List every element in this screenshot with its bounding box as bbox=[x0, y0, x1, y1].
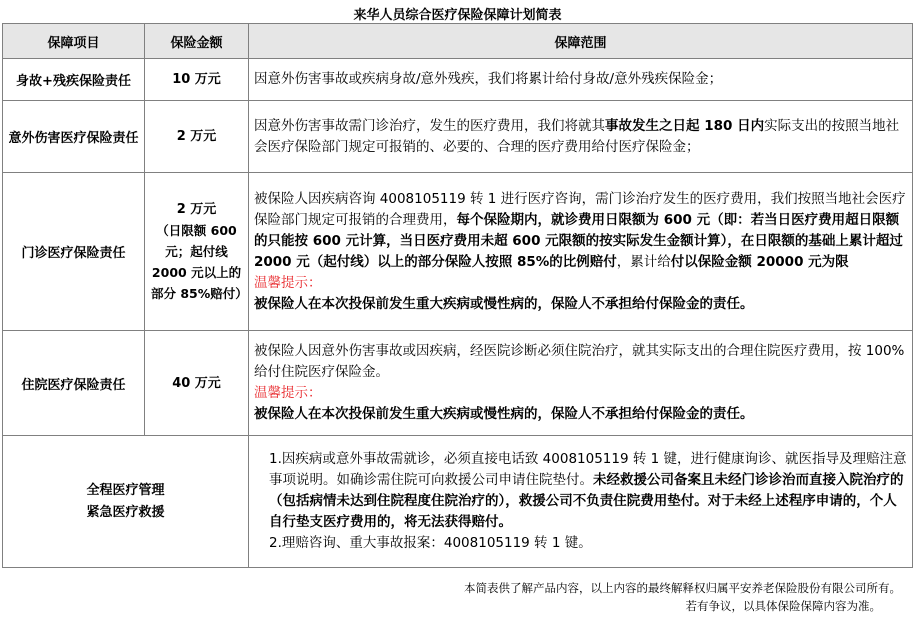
amount-outpatient-note: （日限额 600 元；起付线 2000 元以上的部分 85%赔付） bbox=[151, 223, 248, 301]
row-death-disability bbox=[3, 59, 913, 101]
amount-inpatient: 40 万元 bbox=[145, 331, 249, 436]
row-inpatient bbox=[3, 331, 913, 436]
scope-outpatient-text-d: 付以保险金额 20000 元为限 bbox=[670, 253, 849, 270]
rescue-p1-text-b: 未经救援公司备案且未经门诊诊治而直接入院治疗的（包括病情未达到住院程度住院治疗的），救援公司不负责住院费用垫付。对于未经上述程序申请的，个人自行垫支医疗费用的，将无法获得赔付。 bbox=[269, 472, 904, 530]
inpatient-tip-label: 温馨提示： bbox=[254, 385, 322, 401]
outpatient-tip-text: 被保险人在本次投保前发生重大疾病或慢性病的，保险人不承担给付保险金的责任。 bbox=[254, 295, 754, 312]
header-scope: 保障范围 bbox=[249, 24, 913, 59]
scope-inpatient-text: 被保险人因意外伤害事故或因疾病，经医院诊断必须住院治疗，就其实际支出的合理住院医疗费用，按 100%给付住院医疗保险金。 bbox=[254, 343, 905, 380]
outpatient-tip-label: 温馨提示： bbox=[254, 274, 322, 291]
footer-note-2: 若有争议，以具体保险保障内容为准。 bbox=[685, 599, 881, 613]
scope-outpatient-text-b: 每个保险期内，就诊费用日限额为 600 元（即：若当日医疗费用超日限额的只能按 600 元计算，当日医疗费用未超 600 元限额的按实际发生金额计算），在日限额的基础上累计超过 2000 元（起付线）以上的部分保险人按照 85%的比例赔付 bbox=[254, 211, 903, 270]
scope-inpatient bbox=[249, 331, 913, 436]
scope-rescue bbox=[249, 436, 913, 568]
item-rescue-line1: 全程医疗管理 bbox=[86, 482, 165, 498]
scope-accident-medical bbox=[249, 101, 913, 173]
scope-accident-text-c: 实际支出的按照当地社会医疗保险部门规定可报销的、必要的、合理的医疗费用给付医疗保险金； bbox=[254, 117, 900, 155]
header-row bbox=[3, 24, 913, 59]
scope-outpatient-text-a: 被保险人因疾病咨询 4008105119 转 1 进行医疗咨询，需门诊治疗发生的医疗费用，我们按照当地社会医疗保险部门规定可报销的合理费用， bbox=[254, 190, 906, 228]
benefit-table bbox=[2, 23, 913, 568]
rescue-paragraph-2: 2.理赔咨询、重大事故报案：4008105119 转 1 键。 bbox=[269, 535, 592, 551]
amount-outpatient: 2 万元 bbox=[176, 202, 217, 217]
item-accident-medical: 意外伤害医疗保险责任 bbox=[3, 101, 145, 173]
rescue-paragraph-1 bbox=[257, 449, 908, 533]
row-accident-medical bbox=[3, 101, 913, 173]
amount-outpatient-cell bbox=[145, 173, 249, 331]
item-rescue-line2: 紧急医疗救援 bbox=[86, 504, 165, 520]
item-outpatient: 门诊医疗保险责任 bbox=[3, 173, 145, 331]
footer-note-1: 本简表供了解产品内容，以上内容的最终解释权归属平安养老保险股份有限公司所有。 bbox=[464, 581, 901, 595]
scope-death-disability: 因意外伤害事故或疾病身故/意外残疾，我们将累计给付身故/意外残疾保险金； bbox=[249, 59, 913, 101]
document-title: 来华人员综合医疗保险保障计划简表 bbox=[353, 8, 562, 23]
amount-accident-medical: 2 万元 bbox=[145, 101, 249, 173]
scope-accident-text-a: 因意外伤害事故需门诊治疗，发生的医疗费用，我们将就其 bbox=[254, 117, 605, 134]
scope-accident-text-b: 事故发生之日起 180 日内 bbox=[605, 117, 765, 134]
row-outpatient bbox=[3, 173, 913, 331]
item-rescue bbox=[3, 436, 249, 568]
item-inpatient: 住院医疗保险责任 bbox=[3, 331, 145, 436]
rescue-p1-text-a: 1.因疾病或意外事故需就诊，必须直接电话致 4008105119 转 1 键，进行健康询诊、就医指导及理赔注意事项说明。如确诊需住院可向救援公司申请住院垫付。 bbox=[269, 451, 907, 488]
amount-death-disability: 10 万元 bbox=[145, 59, 249, 101]
inpatient-tip-text: 被保险人在本次投保前发生重大疾病或慢性病的，保险人不承担给付保险金的责任。 bbox=[254, 406, 754, 422]
scope-outpatient bbox=[249, 173, 913, 331]
header-amount: 保险金额 bbox=[145, 24, 249, 59]
header-item: 保障项目 bbox=[3, 24, 145, 59]
item-death-disability: 身故+残疾保险责任 bbox=[3, 59, 145, 101]
scope-outpatient-text-c: ，累计给 bbox=[616, 253, 671, 270]
row-rescue bbox=[3, 436, 913, 568]
